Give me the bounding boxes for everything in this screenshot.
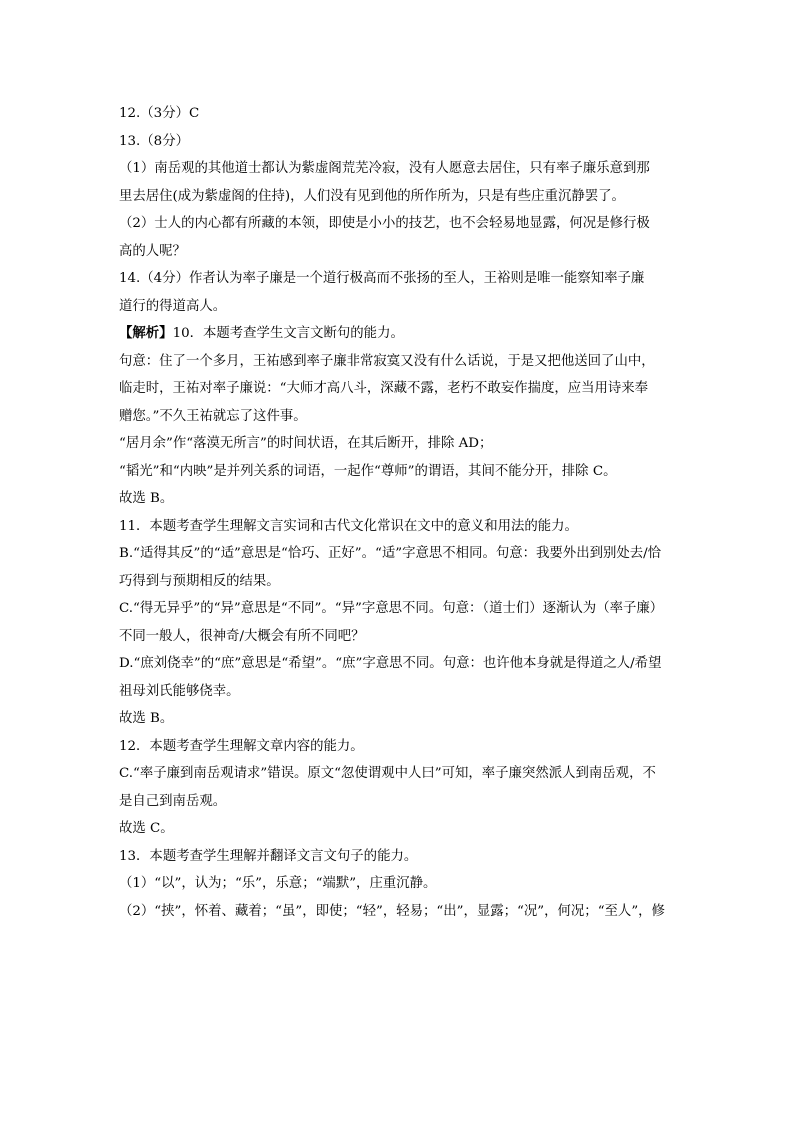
- answer-12: 12.（3分）C: [119, 106, 200, 121]
- analysis-11-answer: 故选 B。: [119, 711, 174, 726]
- answer-13-part1-line1: （1）南岳观的其他道士都认为紫虚阁荒芜冷寂，没有人愿意去居住，只有率子廉乐意到那: [119, 161, 650, 176]
- analysis-10-title: 10．本题考查学生文言文断句的能力。: [172, 326, 404, 341]
- analysis-12-answer: 故选 C。: [119, 821, 174, 836]
- analysis-10-line5: “韬光”和“内映”是并列关系的词语，一起作“尊师”的谓语，其间不能分开，排除 C。: [119, 463, 617, 479]
- analysis-11-c-line2: 不同一般人，很神奇/大概会有所不同吧？: [119, 628, 365, 644]
- analysis-12-header: 12．本题考查学生理解文章内容的能力。: [119, 738, 364, 754]
- answer-13-header: 13.（8分）: [119, 133, 189, 149]
- analysis-13-part1: （1）“以”，认为；“乐”，乐意；“端默”，庄重沉静。: [119, 876, 437, 891]
- answer-13-part2-line1: （2）士人的内心都有所藏的本领，即使是小小的技艺，也不会轻易地显露，何况是修行极: [119, 216, 650, 231]
- analysis-13-part2: （2）“挟”，怀着、藏着；“虽”，即使；“轻”，轻易；“出”，显露；“况”，何况；“至人”，修: [119, 903, 665, 919]
- answer-analysis-text: [119, 100, 685, 925]
- analysis-11-b-line2: 巧得到与预期相反的结果。: [119, 573, 280, 589]
- analysis-10-answer: 故选 B。: [119, 491, 174, 506]
- analysis-10-line3: 赠您。”不久王祐就忘了这件事。: [119, 408, 307, 424]
- analysis-11-d-line2: 祖母刘氏能够侥幸。: [119, 683, 240, 699]
- analysis-12-c-line1: C.“率子廉到南岳观请求”错误。原文“忽使谓观中人曰”可知，率子廉突然派人到南岳观，不: [119, 766, 656, 781]
- jiexi-label: 【解析】: [119, 325, 173, 341]
- answer-14-line2: 道行的得道高人。: [119, 298, 227, 314]
- analysis-10-line4: “居月余”作“落漠无所言”的时间状语，在其后断开，排除 AD；: [119, 436, 493, 451]
- analysis-10-line2: 临走时，王祐对率子廉说：“大师才高八斗，深藏不露，老朽不敢妄作揣度，应当用诗来奉: [119, 381, 649, 396]
- answer-13-part2-line2: 高的人呢？: [119, 243, 186, 259]
- analysis-10-line1: 句意：住了一个多月，王祐感到率子廉非常寂寞又没有什么话说，于是又把他送回了山中，: [119, 353, 655, 369]
- answer-14-line1: 14.（4分）作者认为率子廉是一个道行极高而不张扬的至人，王裕则是唯一能察知率子廉: [119, 271, 645, 286]
- analysis-10-header: [119, 320, 685, 348]
- analysis-13-header: 13．本题考查学生理解并翻译文言文句子的能力。: [119, 848, 418, 864]
- answer-13-part1-line2: 里去居住(成为紫虚阁的住持)，人们没有见到他的所作所为，只是有些庄重沉静罢了。: [119, 188, 625, 204]
- analysis-11-c-line1: C.“得无异乎”的“异”意思是“不同”。“异”字意思不同。句意：（道士们）逐渐认为（率子廉）: [119, 601, 664, 616]
- analysis-11-header: 11．本题考查学生理解文言实词和古代文化常识在文中的意义和用法的能力。: [119, 518, 578, 534]
- analysis-12-c-line2: 是自己到南岳观。: [119, 793, 227, 809]
- analysis-11-b-line1: B.“适得其反”的“适”意思是“恰巧、正好”。“适”字意思不相同。句意：我要外出到别处去/恰: [119, 546, 662, 561]
- analysis-11-d-line1: D.“庶刘侥幸”的“庶”意思是“希望”。“庶”字意思不同。句意：也许他本身就是得道之人/希望: [119, 656, 662, 671]
